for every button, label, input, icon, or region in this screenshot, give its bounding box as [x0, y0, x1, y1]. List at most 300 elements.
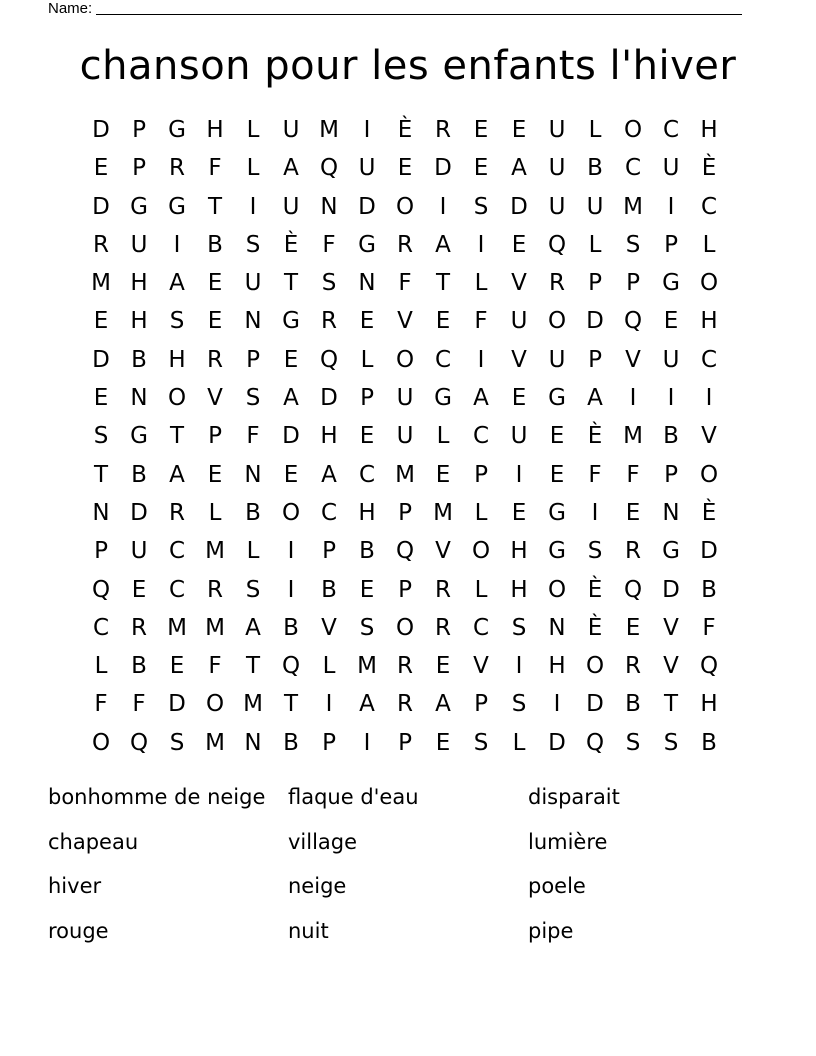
- grid-letter: L: [474, 270, 488, 297]
- grid-letter: G: [168, 117, 186, 143]
- grid-letter: T: [245, 653, 261, 680]
- grid-letter: Q: [395, 538, 415, 565]
- grid-letter: C: [92, 614, 110, 641]
- grid-letter: B: [283, 614, 299, 641]
- grid-letter: U: [244, 270, 262, 297]
- grid-letter: G: [358, 231, 376, 258]
- word-list-item: pipe: [528, 918, 574, 943]
- grid-letter: G: [130, 423, 148, 450]
- grid-letter: E: [511, 499, 527, 526]
- grid-letter: G: [548, 538, 566, 565]
- grid-letter: B: [131, 653, 147, 680]
- grid-letter: H: [510, 576, 528, 603]
- grid-letter: O: [547, 308, 567, 335]
- grid-letter: R: [435, 614, 451, 641]
- grid-letter: S: [245, 385, 261, 412]
- grid-letter: M: [623, 193, 643, 220]
- grid-letter: N: [320, 193, 338, 220]
- grid-letter: F: [474, 308, 488, 335]
- grid-letter: D: [358, 193, 376, 220]
- grid-letter: P: [322, 538, 336, 565]
- word-list-item: lumière: [528, 829, 608, 854]
- grid-letter: F: [322, 231, 336, 258]
- grid-letter: F: [702, 614, 716, 641]
- grid-letter: U: [396, 423, 414, 450]
- grid-letter: F: [246, 423, 260, 450]
- word-list-item: hiver: [48, 874, 102, 898]
- grid-letter: A: [169, 461, 185, 488]
- word-list-item: rouge: [48, 918, 109, 943]
- grid-letter: L: [246, 117, 260, 143]
- grid-letter: I: [287, 538, 295, 565]
- grid-letter: A: [511, 155, 527, 182]
- grid-letter: D: [320, 385, 338, 412]
- grid-letter: N: [244, 308, 262, 335]
- grid-letter: R: [207, 346, 223, 373]
- grid-letter: F: [208, 653, 222, 680]
- grid-letter: E: [435, 653, 451, 680]
- grid-letter: T: [435, 270, 451, 297]
- grid-letter: R: [207, 576, 223, 603]
- grid-letter: V: [511, 270, 527, 297]
- grid-letter: E: [549, 461, 565, 488]
- grid-letter: M: [357, 653, 377, 680]
- grid-letter: D: [548, 729, 566, 756]
- grid-letter: S: [625, 729, 641, 756]
- grid-letter: S: [663, 729, 679, 756]
- grid-letter: D: [92, 117, 110, 143]
- grid-letter: C: [472, 423, 490, 450]
- grid-letter: P: [474, 461, 488, 488]
- grid-letter: E: [435, 461, 451, 488]
- grid-letter: L: [474, 499, 488, 526]
- grid-letter: E: [93, 308, 109, 335]
- grid-letter: E: [511, 231, 527, 258]
- grid-letter: C: [662, 117, 680, 143]
- grid-letter: B: [207, 231, 223, 258]
- grid-letter: M: [395, 461, 415, 488]
- grid-letter: L: [360, 346, 374, 373]
- grid-letter: R: [169, 499, 185, 526]
- grid-letter: I: [363, 729, 371, 756]
- grid-letter: H: [510, 538, 528, 565]
- grid-letter: G: [662, 538, 680, 565]
- page-title: chanson pour les enfants l'hiver: [79, 43, 737, 89]
- grid-letter: O: [395, 614, 415, 641]
- grid-letter: P: [132, 155, 146, 182]
- grid-letter: F: [132, 691, 146, 718]
- grid-letter: S: [473, 729, 489, 756]
- word-list-item: neige: [288, 874, 347, 898]
- grid-letter: G: [662, 270, 680, 297]
- grid-letter: O: [395, 193, 415, 220]
- grid-letter: Q: [319, 346, 339, 373]
- grid-letter: H: [700, 308, 718, 335]
- grid-letter: H: [548, 653, 566, 680]
- word-list-item: village: [288, 829, 358, 854]
- grid-letter: M: [205, 614, 225, 641]
- grid-letter: Q: [91, 576, 111, 603]
- grid-letter: M: [433, 499, 453, 526]
- grid-letter: P: [398, 499, 412, 526]
- grid-letter: E: [549, 423, 565, 450]
- grid-letter: E: [283, 461, 299, 488]
- grid-letter: E: [169, 653, 185, 680]
- grid-letter: B: [283, 729, 299, 756]
- grid-letter: T: [283, 270, 299, 297]
- grid-letter: R: [397, 691, 413, 718]
- grid-letter: E: [207, 461, 223, 488]
- grid-letter: E: [435, 729, 451, 756]
- grid-letter: F: [626, 461, 640, 488]
- grid-letter: A: [435, 231, 451, 258]
- grid-letter: U: [510, 423, 528, 450]
- grid-letter: Q: [281, 653, 301, 680]
- grid-letter: O: [699, 461, 719, 488]
- grid-letter: C: [358, 461, 376, 488]
- grid-letter: V: [701, 423, 717, 450]
- grid-letter: I: [515, 653, 523, 680]
- grid-letter: L: [94, 653, 108, 680]
- grid-letter: P: [94, 538, 108, 565]
- grid-letter: A: [587, 385, 603, 412]
- grid-letter: P: [626, 270, 640, 297]
- grid-letter: R: [397, 231, 413, 258]
- grid-letter: S: [245, 576, 261, 603]
- grid-letter: F: [588, 461, 602, 488]
- grid-letter: S: [511, 614, 527, 641]
- grid-letter: O: [205, 691, 225, 718]
- grid-letter: S: [169, 729, 185, 756]
- grid-letter: D: [662, 576, 680, 603]
- grid-letter: I: [629, 385, 637, 412]
- grid-letter: O: [585, 653, 605, 680]
- grid-letter: E: [435, 308, 451, 335]
- grid-letter: B: [131, 346, 147, 373]
- grid-letter: F: [94, 691, 108, 718]
- grid-letter: E: [625, 499, 641, 526]
- grid-letter: H: [320, 423, 338, 450]
- grid-letter: E: [511, 117, 527, 143]
- grid-letter: H: [130, 270, 148, 297]
- grid-letter: P: [360, 385, 374, 412]
- grid-letter: N: [130, 385, 148, 412]
- grid-letter: U: [510, 308, 528, 335]
- grid-letter: E: [283, 346, 299, 373]
- grid-letter: L: [436, 423, 450, 450]
- grid-letter: I: [363, 117, 371, 143]
- grid-letter: A: [169, 270, 185, 297]
- grid-letter: T: [207, 193, 223, 220]
- grid-letter: M: [623, 423, 643, 450]
- word-list-item: bonhomme de neige: [48, 785, 266, 809]
- grid-letter: H: [358, 499, 376, 526]
- grid-letter: U: [396, 385, 414, 412]
- grid-letter: D: [586, 308, 604, 335]
- grid-letter: B: [321, 576, 337, 603]
- grid-letter: O: [623, 117, 643, 143]
- grid-letter: H: [168, 346, 186, 373]
- grid-letter: O: [167, 385, 187, 412]
- grid-letter: S: [473, 193, 489, 220]
- grid-letter: D: [130, 499, 148, 526]
- grid-letter: U: [282, 117, 300, 143]
- grid-letter: L: [588, 231, 602, 258]
- grid-letter: C: [168, 576, 186, 603]
- grid-letter: R: [435, 576, 451, 603]
- grid-letter: E: [473, 155, 489, 182]
- grid-letter: V: [473, 653, 489, 680]
- grid-letter: O: [91, 729, 111, 756]
- grid-letter: F: [208, 155, 222, 182]
- grid-letter: I: [591, 499, 599, 526]
- grid-letter: D: [168, 691, 186, 718]
- word-list-item: flaque d'eau: [288, 785, 419, 809]
- grid-letter: Q: [623, 576, 643, 603]
- grid-letter: A: [473, 385, 489, 412]
- grid-letter: P: [322, 729, 336, 756]
- grid-letter: I: [287, 576, 295, 603]
- grid-letter: L: [246, 155, 260, 182]
- grid-letter: A: [435, 691, 451, 718]
- grid-letter: R: [397, 653, 413, 680]
- grid-letter: C: [168, 538, 186, 565]
- grid-letter: L: [588, 117, 602, 143]
- grid-letter: Q: [319, 155, 339, 182]
- grid-letter: D: [282, 423, 300, 450]
- grid-letter: I: [515, 461, 523, 488]
- grid-letter: P: [132, 117, 146, 143]
- grid-letter: S: [587, 538, 603, 565]
- grid-letter: A: [245, 614, 261, 641]
- grid-letter: Q: [129, 729, 149, 756]
- grid-letter: R: [625, 653, 641, 680]
- grid-letter: M: [205, 538, 225, 565]
- grid-letter: Q: [623, 308, 643, 335]
- grid-letter: A: [283, 155, 299, 182]
- grid-letter: E: [131, 576, 147, 603]
- grid-letter: È: [587, 614, 603, 641]
- grid-letter: G: [168, 193, 186, 220]
- grid-letter: N: [662, 499, 680, 526]
- grid-letter: È: [587, 423, 603, 450]
- grid-letter: R: [549, 270, 565, 297]
- grid-letter: M: [205, 729, 225, 756]
- grid-letter: È: [587, 576, 603, 603]
- name-label: Name:: [48, 0, 93, 17]
- grid-letter: U: [662, 346, 680, 373]
- grid-letter: C: [320, 499, 338, 526]
- grid-letter: E: [473, 117, 489, 143]
- grid-letter: N: [244, 729, 262, 756]
- grid-letter: O: [547, 576, 567, 603]
- grid-letter: S: [93, 423, 109, 450]
- grid-letter: V: [625, 346, 641, 373]
- grid-letter: B: [701, 576, 717, 603]
- grid-letter: M: [91, 270, 111, 297]
- grid-letter: B: [701, 729, 717, 756]
- grid-letter: L: [512, 729, 526, 756]
- grid-letter: N: [358, 270, 376, 297]
- grid-letter: S: [169, 308, 185, 335]
- grid-letter: U: [548, 193, 566, 220]
- grid-letter: B: [587, 155, 603, 182]
- grid-letter: P: [664, 461, 678, 488]
- grid-letter: E: [511, 385, 527, 412]
- grid-letter: V: [207, 385, 223, 412]
- grid-letter: D: [586, 691, 604, 718]
- grid-letter: P: [588, 346, 602, 373]
- grid-letter: U: [662, 155, 680, 182]
- grid-letter: H: [700, 691, 718, 718]
- grid-letter: G: [548, 385, 566, 412]
- grid-letter: A: [359, 691, 375, 718]
- grid-letter: B: [663, 423, 679, 450]
- grid-letter: E: [359, 308, 375, 335]
- grid-letter: D: [434, 155, 452, 182]
- grid-letter: T: [93, 461, 109, 488]
- grid-letter: E: [93, 155, 109, 182]
- grid-letter: E: [93, 385, 109, 412]
- grid-letter: S: [321, 270, 337, 297]
- grid-letter: G: [282, 308, 300, 335]
- grid-letter: I: [477, 346, 485, 373]
- word-list-item: poele: [528, 874, 586, 898]
- grid-letter: C: [700, 193, 718, 220]
- grid-letter: U: [358, 155, 376, 182]
- grid-letter: P: [474, 691, 488, 718]
- grid-letter: P: [398, 576, 412, 603]
- grid-letter: D: [700, 538, 718, 565]
- grid-letter: È: [701, 155, 717, 182]
- grid-letter: M: [243, 691, 263, 718]
- grid-letter: U: [130, 538, 148, 565]
- name-underline: [96, 0, 742, 15]
- word-search-grid: [82, 111, 728, 762]
- grid-letter: P: [398, 729, 412, 756]
- grid-letter: I: [553, 691, 561, 718]
- grid-letter: Q: [547, 231, 567, 258]
- grid-letter: T: [169, 423, 185, 450]
- grid-letter: I: [477, 231, 485, 258]
- grid-letter: S: [359, 614, 375, 641]
- grid-letter: V: [435, 538, 451, 565]
- grid-letter: H: [700, 117, 718, 143]
- grid-letter: V: [663, 614, 679, 641]
- grid-letter: E: [207, 270, 223, 297]
- grid-letter: E: [207, 308, 223, 335]
- grid-letter: O: [471, 538, 491, 565]
- grid-letter: L: [702, 231, 716, 258]
- grid-letter: G: [434, 385, 452, 412]
- grid-letter: G: [548, 499, 566, 526]
- grid-letter: E: [359, 423, 375, 450]
- grid-letter: U: [548, 155, 566, 182]
- grid-letter: C: [434, 346, 452, 373]
- grid-letter: N: [244, 461, 262, 488]
- grid-letter: P: [208, 423, 222, 450]
- word-list: [48, 777, 768, 955]
- grid-letter: B: [625, 691, 641, 718]
- grid-letter: R: [321, 308, 337, 335]
- grid-letter: È: [701, 499, 717, 526]
- grid-letter: D: [92, 346, 110, 373]
- grid-letter: U: [548, 346, 566, 373]
- grid-letter: C: [624, 155, 642, 182]
- grid-letter: R: [93, 231, 109, 258]
- word-list-item: nuit: [288, 918, 329, 943]
- grid-letter: E: [359, 576, 375, 603]
- word-list-item: disparait: [528, 785, 620, 809]
- grid-letter: D: [510, 193, 528, 220]
- grid-letter: M: [319, 117, 339, 143]
- grid-letter: Q: [585, 729, 605, 756]
- grid-letter: T: [283, 691, 299, 718]
- name-field: [48, 0, 742, 18]
- grid-letter: F: [398, 270, 412, 297]
- grid-letter: R: [625, 538, 641, 565]
- grid-letter: P: [664, 231, 678, 258]
- grid-letter: O: [699, 270, 719, 297]
- grid-letter: A: [283, 385, 299, 412]
- grid-letter: C: [472, 614, 490, 641]
- grid-letter: S: [245, 231, 261, 258]
- grid-letter: I: [249, 193, 257, 220]
- grid-letter: L: [208, 499, 222, 526]
- grid-letter: R: [131, 614, 147, 641]
- grid-letter: U: [586, 193, 604, 220]
- grid-letter: È: [283, 231, 299, 258]
- grid-letter: S: [625, 231, 641, 258]
- grid-letter: I: [705, 385, 713, 412]
- grid-letter: N: [548, 614, 566, 641]
- grid-letter: M: [167, 614, 187, 641]
- grid-letter: U: [282, 193, 300, 220]
- grid-letter: R: [169, 155, 185, 182]
- word-list-item: chapeau: [48, 829, 139, 854]
- grid-letter: B: [359, 538, 375, 565]
- grid-letter: B: [131, 461, 147, 488]
- grid-letter: V: [663, 653, 679, 680]
- grid-letter: E: [397, 155, 413, 182]
- grid-letter: A: [321, 461, 337, 488]
- grid-letter: P: [246, 346, 260, 373]
- grid-letter: H: [206, 117, 224, 143]
- grid-letter: T: [663, 691, 679, 718]
- grid-letter: V: [511, 346, 527, 373]
- grid-letter: L: [322, 653, 336, 680]
- grid-letter: U: [130, 231, 148, 258]
- grid-letter: L: [246, 538, 260, 565]
- grid-letter: P: [588, 270, 602, 297]
- grid-letter: N: [92, 499, 110, 526]
- grid-letter: O: [395, 346, 415, 373]
- grid-letter: S: [511, 691, 527, 718]
- grid-letter: I: [667, 385, 675, 412]
- grid-letter: E: [663, 308, 679, 335]
- grid-letter: G: [130, 193, 148, 220]
- grid-letter: I: [439, 193, 447, 220]
- grid-letter: H: [130, 308, 148, 335]
- grid-letter: I: [173, 231, 181, 258]
- grid-letter: D: [92, 193, 110, 220]
- grid-letter: U: [548, 117, 566, 143]
- grid-letter: Q: [699, 653, 719, 680]
- grid-letter: E: [625, 614, 641, 641]
- grid-letter: C: [700, 346, 718, 373]
- grid-letter: V: [397, 308, 413, 335]
- grid-letter: I: [667, 193, 675, 220]
